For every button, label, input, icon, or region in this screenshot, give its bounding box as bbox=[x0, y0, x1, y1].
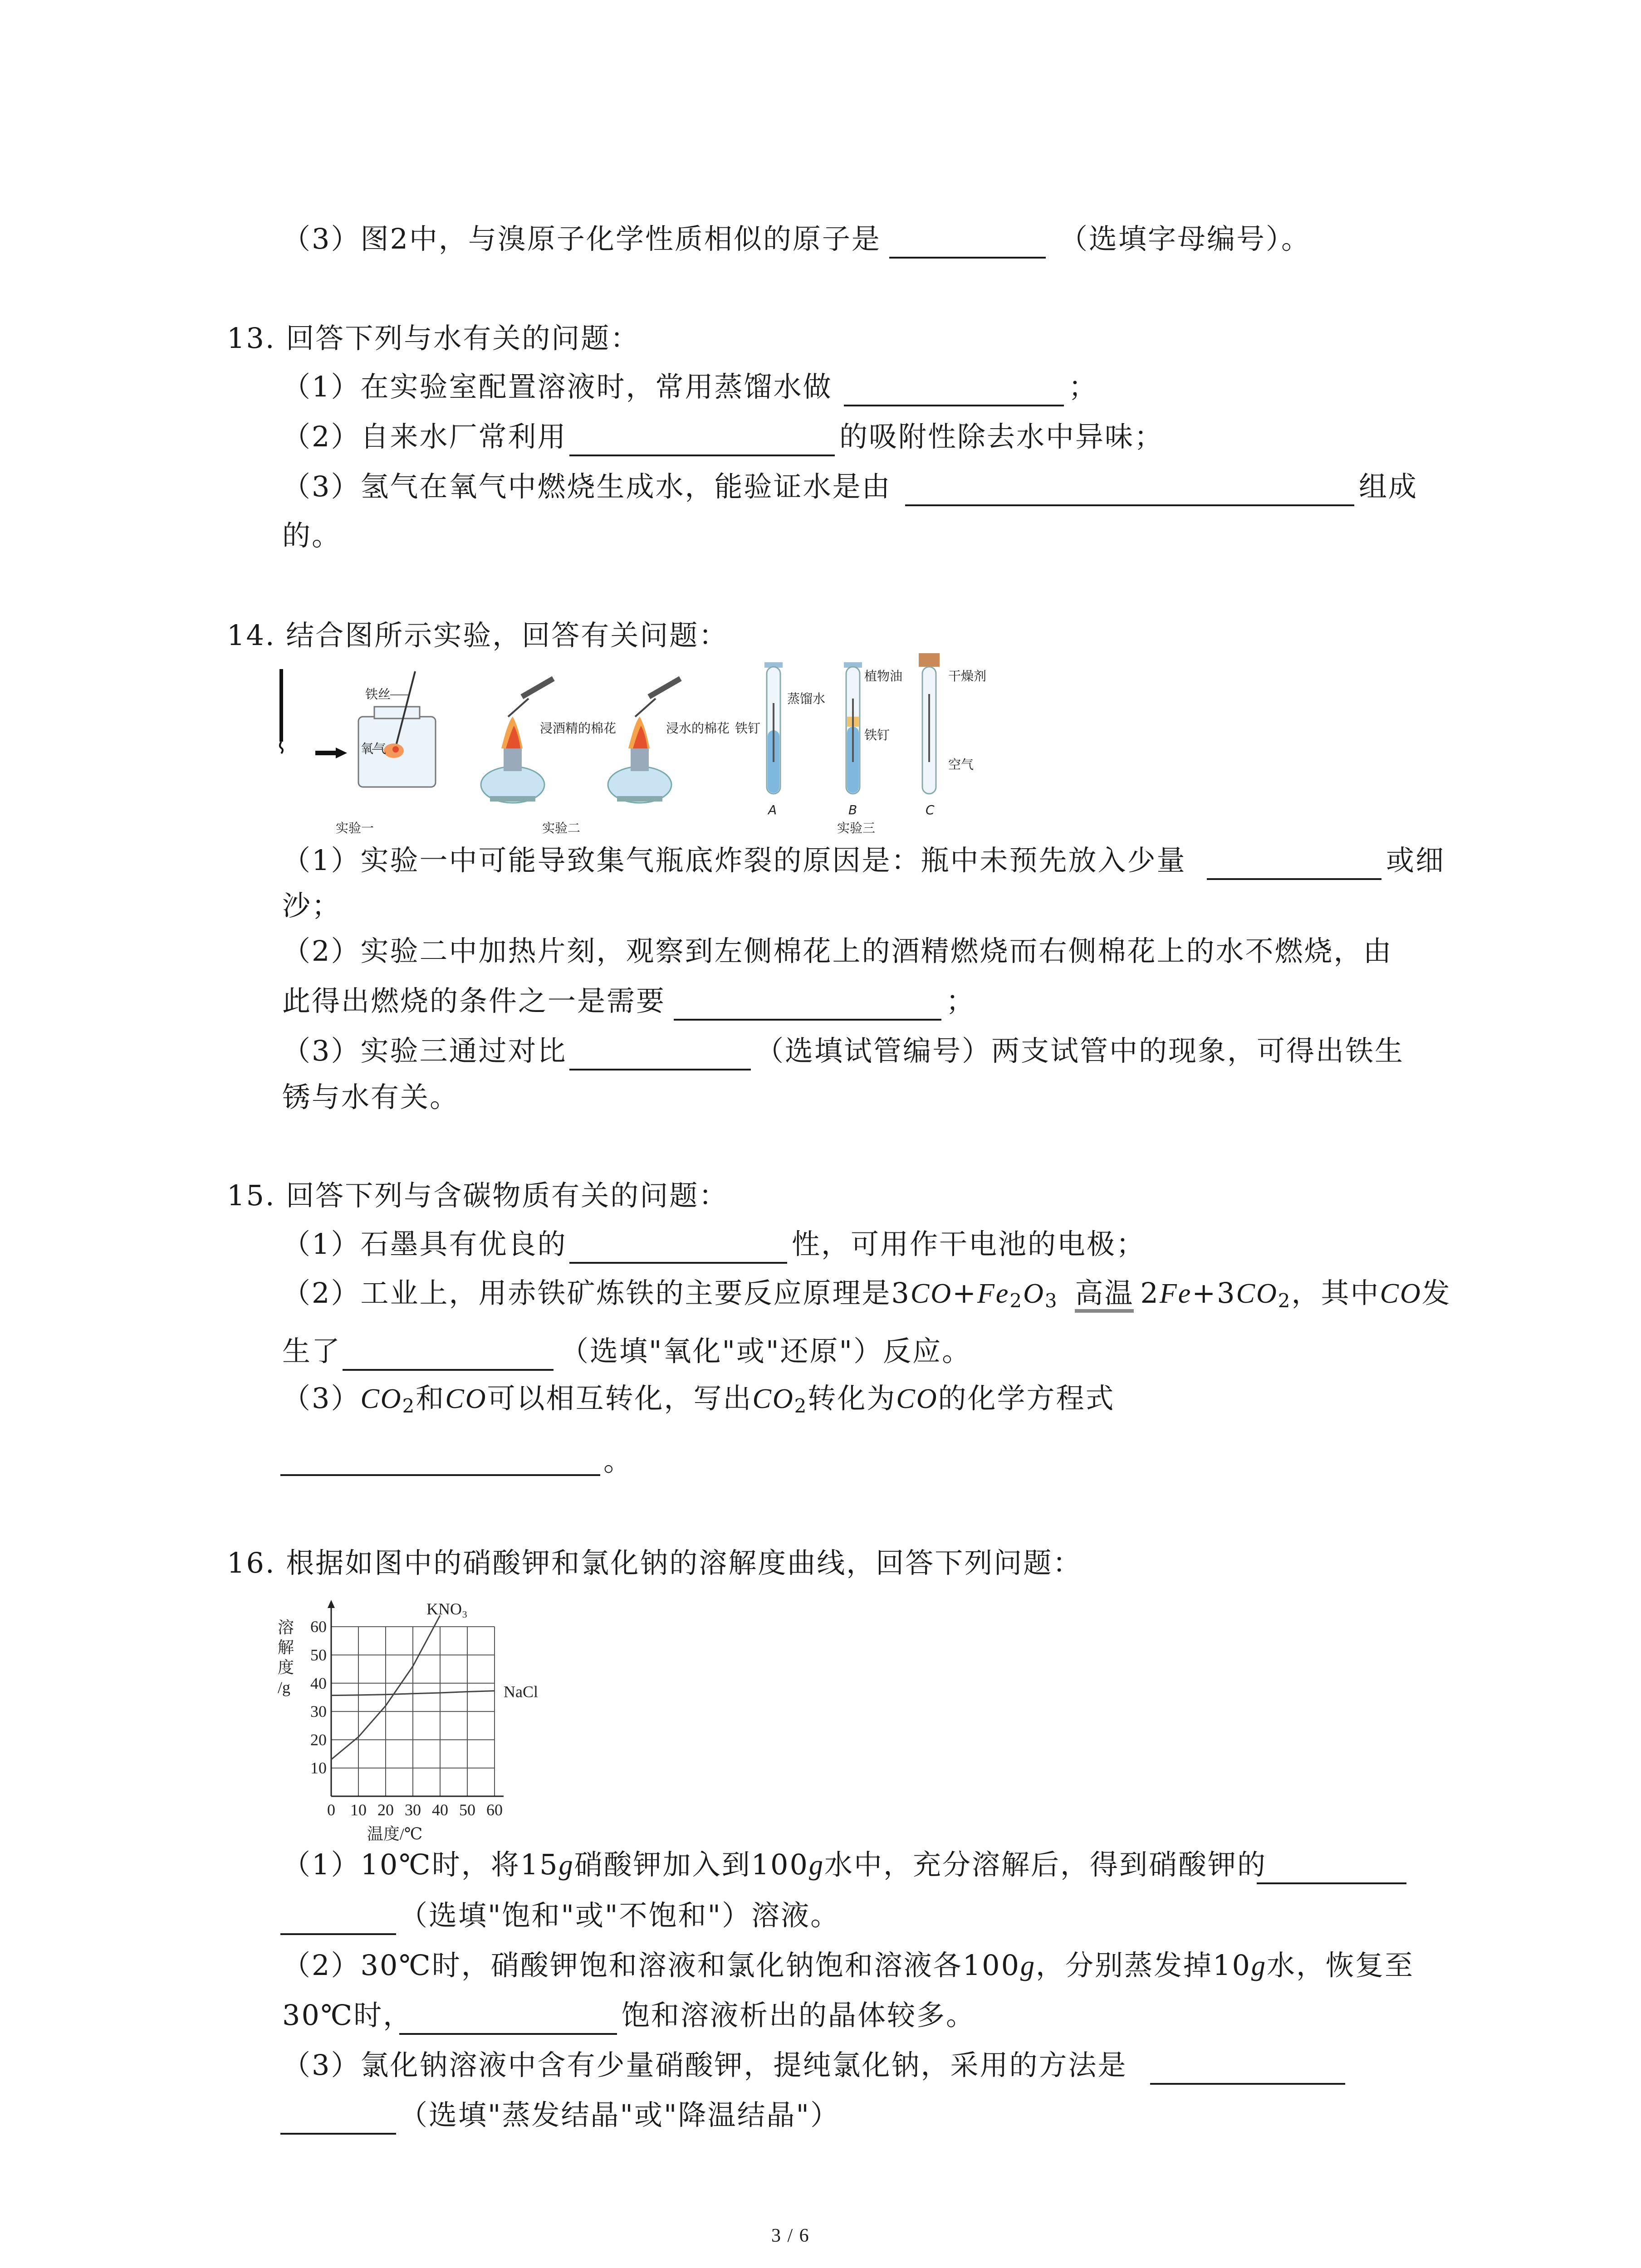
label-iron-nail-b: 铁钉 bbox=[864, 728, 890, 743]
q16-part2-text: （2）30℃时，硝酸钾饱和溶液和氯化钠饱和溶液各100 bbox=[282, 1949, 1021, 1982]
x-tick-label: 20 bbox=[377, 1801, 394, 1819]
q14-blank3[interactable] bbox=[569, 1069, 751, 1070]
q13-blank3[interactable] bbox=[905, 504, 1354, 506]
formula-co: CO bbox=[910, 1278, 953, 1309]
y-axis-arrow bbox=[328, 1600, 335, 1608]
q13-title: 13. 回答下列与水有关的问题： bbox=[227, 322, 640, 355]
q15-part3-eq: 的化学方程式 bbox=[938, 1382, 1115, 1415]
q14-part1-text: （1）实验一中可能导致集气瓶底炸裂的原因是：瓶中未预先放入少量 bbox=[282, 844, 1186, 877]
caption-exp3: 实验三 bbox=[837, 821, 876, 836]
formula-coef-2: 2 bbox=[1140, 1276, 1160, 1310]
q15-part2-suffix: 发 bbox=[1421, 1276, 1451, 1310]
q14-blank2[interactable] bbox=[674, 1019, 941, 1021]
q13-part3-suffix: 组成 bbox=[1359, 470, 1418, 503]
q15-part1-text: （1）石墨具有优良的 bbox=[282, 1227, 567, 1261]
q15-part2-cont: 生了 bbox=[282, 1334, 342, 1368]
experiment2-diagram bbox=[481, 676, 730, 836]
q15-title: 15. 回答下列与含碳物质有关的问题： bbox=[227, 1179, 729, 1212]
formula-fe: Fe bbox=[977, 1278, 1010, 1309]
q14-part3-cont: 锈与水有关。 bbox=[282, 1080, 460, 1114]
label-water-cotton: 浸水的棉花 bbox=[666, 721, 730, 736]
y-tick-label: 60 bbox=[310, 1618, 327, 1636]
q15-part3-text: 可以相互转化，写出 bbox=[487, 1382, 753, 1415]
label-iron-wire: 铁丝 bbox=[365, 687, 391, 702]
q13-part3-text: （3）氢气在氧气中燃烧生成水，能验证水是由 bbox=[282, 470, 892, 503]
q16-part1-text: （1）10℃时，将15 bbox=[282, 1848, 559, 1881]
q15-part2-mid: ，其中 bbox=[1291, 1276, 1380, 1310]
y-axis-label-part: 度 bbox=[278, 1658, 294, 1677]
q14-part3-suffix: （选填试管编号）两支试管中的现象，可得出铁生 bbox=[755, 1034, 1405, 1067]
q16-part3-text: （3）氯化钠溶液中含有少量硝酸钾，提纯氯化钠，采用的方法是 bbox=[282, 2048, 1127, 2082]
formula-plus3: +3 bbox=[1192, 1276, 1236, 1310]
formula-co-inline: CO bbox=[1380, 1278, 1422, 1309]
x-tick-label: 40 bbox=[432, 1801, 448, 1819]
q15-blank3[interactable] bbox=[280, 1474, 600, 1476]
q13-blank2[interactable] bbox=[569, 455, 835, 456]
experiment3-diagram bbox=[735, 653, 986, 836]
x-tick-label: 30 bbox=[405, 1801, 421, 1819]
x-tick-label: 10 bbox=[350, 1801, 367, 1819]
q13-blank1[interactable] bbox=[844, 405, 1064, 406]
label-alcohol-cotton: 浸酒精的棉花 bbox=[540, 721, 617, 736]
formula-sub-2d: 2 bbox=[794, 1395, 808, 1417]
q16-part1-suffix: （选填"饱和"或"不饱和"）溶液。 bbox=[399, 1899, 840, 1932]
q15-blank2[interactable] bbox=[343, 1369, 554, 1371]
q12-part3-text: （3）图2中，与溴原子化学性质相似的原子是 bbox=[282, 222, 881, 255]
formula-sub-2c: 2 bbox=[402, 1395, 416, 1417]
experiment1-diagram bbox=[280, 669, 436, 836]
q14-experiment-figure bbox=[272, 653, 1089, 844]
y-tick-label: 30 bbox=[310, 1702, 327, 1721]
q14-part2-cont: 此得出燃烧的条件之一是需要 bbox=[282, 984, 666, 1017]
label-tube-b: B bbox=[848, 802, 857, 817]
y-tick-label: 20 bbox=[310, 1730, 327, 1749]
y-tick-label: 50 bbox=[310, 1646, 327, 1664]
q13-part2-text: （2）自来水厂常利用 bbox=[282, 420, 567, 453]
label-tube-a: A bbox=[768, 802, 777, 817]
q12-part3-suffix: （选填字母编号）。 bbox=[1059, 222, 1311, 255]
caption-exp1: 实验一 bbox=[336, 821, 374, 836]
q16-part1-end: 水中，充分溶解后，得到硝酸钾的 bbox=[824, 1848, 1267, 1881]
caption-exp2: 实验二 bbox=[542, 821, 581, 836]
q16-blank2[interactable] bbox=[399, 2033, 617, 2035]
q14-title: 14. 结合图所示实验，回答有关问题： bbox=[227, 619, 729, 652]
formula-co2: CO bbox=[1236, 1278, 1278, 1309]
formula-o: O bbox=[1023, 1278, 1045, 1309]
label-oxygen: 氧气 bbox=[361, 741, 387, 756]
reaction-condition: 高温 bbox=[1075, 1279, 1134, 1313]
q15-part3-and: 和 bbox=[416, 1382, 446, 1415]
formula-sub-2b: 2 bbox=[1278, 1290, 1292, 1312]
q13-part1-text: （1）在实验室配置溶液时，常用蒸馏水做 bbox=[282, 370, 833, 403]
y-axis-label-part: 溶 bbox=[278, 1618, 294, 1637]
q13-part3-cont: 的。 bbox=[282, 519, 342, 552]
q16-blank3b[interactable] bbox=[280, 2133, 396, 2135]
q16-blank3a[interactable] bbox=[1150, 2083, 1345, 2085]
y-axis-label-part: /g bbox=[278, 1678, 291, 1696]
formula-sub-2: 2 bbox=[1009, 1290, 1024, 1312]
formula-co2-a: CO bbox=[360, 1383, 402, 1414]
q15-part3-end: 。 bbox=[603, 1444, 633, 1477]
label-iron-nail-a: 铁钉 bbox=[735, 721, 761, 736]
q13-part1-suffix: ； bbox=[1068, 370, 1098, 403]
q15-part3-to: 转化为 bbox=[808, 1382, 896, 1415]
series-label-1: NaCl bbox=[504, 1682, 538, 1701]
q16-part2-mid: ，分别蒸发掉10 bbox=[1036, 1949, 1251, 1982]
q14-part3-text: （3）实验三通过对比 bbox=[282, 1034, 567, 1067]
x-axis-label: 温度/℃ bbox=[367, 1825, 423, 1843]
formula-co2-b: CO bbox=[752, 1383, 794, 1414]
q12-answer-blank[interactable] bbox=[889, 257, 1046, 259]
label-desiccant: 干燥剂 bbox=[948, 669, 987, 684]
q15-part1-suffix: 性，可用作干电池的电极； bbox=[792, 1227, 1146, 1261]
series-label-0: KNO₃ bbox=[426, 1600, 468, 1618]
q14-part2-suffix: ； bbox=[946, 984, 976, 1017]
q16-part1-mid: 硝酸钾加入到100 bbox=[574, 1848, 809, 1881]
q13-part2-suffix: 的吸附性除去水中异味； bbox=[839, 420, 1164, 453]
q16-title: 16. 根据如图中的硝酸钾和氯化钠的溶解度曲线，回答下列问题： bbox=[227, 1546, 1083, 1579]
q16-blank1a[interactable] bbox=[1257, 1882, 1406, 1884]
label-tube-c: C bbox=[926, 802, 935, 817]
q16-blank1b[interactable] bbox=[280, 1933, 396, 1935]
q15-part3-line bbox=[282, 1384, 1115, 1416]
label-plant-oil: 植物油 bbox=[864, 669, 903, 684]
formula-sub-3: 3 bbox=[1044, 1290, 1058, 1312]
formula-co-a: CO bbox=[445, 1383, 487, 1414]
y-tick-label: 40 bbox=[310, 1674, 327, 1692]
q15-part2-text: （2）工业上，用赤铁矿炼铁的主要反应原理是3 bbox=[282, 1276, 911, 1310]
q16-part2-line bbox=[282, 1951, 1414, 1980]
q15-part3-prefix: （3） bbox=[282, 1382, 361, 1415]
unit-g-4: g bbox=[1251, 1950, 1267, 1981]
formula-co-b: CO bbox=[896, 1383, 938, 1414]
q14-part1-suffix: 或细 bbox=[1386, 844, 1445, 877]
q14-blank1[interactable] bbox=[1207, 878, 1381, 880]
q16-part2-suffix: 饱和溶液析出的晶体较多。 bbox=[622, 1999, 976, 2032]
y-axis-label-part: 解 bbox=[278, 1638, 294, 1657]
unit-g-1: g bbox=[558, 1850, 574, 1881]
label-air: 空气 bbox=[948, 757, 974, 772]
x-tick-label: 60 bbox=[486, 1801, 503, 1819]
q16-part2-end: 水，恢复至 bbox=[1266, 1949, 1414, 1982]
q16-part1-line bbox=[282, 1848, 1267, 1881]
q15-blank1[interactable] bbox=[569, 1262, 787, 1264]
page-number: 3 / 6 bbox=[771, 2225, 810, 2246]
label-distilled-water: 蒸馏水 bbox=[787, 691, 826, 706]
formula-plus: + bbox=[952, 1276, 977, 1310]
q15-part2-line bbox=[282, 1276, 1451, 1313]
unit-g-3: g bbox=[1020, 1950, 1036, 1981]
q15-part2-end: （选填"氧化"或"还原"）反应。 bbox=[560, 1334, 972, 1368]
x-tick-label: 0 bbox=[327, 1801, 335, 1819]
formula-fe-product: Fe bbox=[1159, 1278, 1192, 1309]
q14-part2-text: （2）实验二中加热片刻，观察到左侧棉花上的酒精燃烧而右侧棉花上的水不燃烧，由 bbox=[282, 934, 1393, 968]
q16-part3-suffix: （选填"蒸发结晶"或"降温结晶"） bbox=[399, 2098, 840, 2131]
x-tick-label: 50 bbox=[459, 1801, 475, 1819]
q14-part1-cont: 沙； bbox=[282, 889, 342, 922]
q16-part2-cont: 30℃时， bbox=[282, 1999, 413, 2032]
y-tick-label: 10 bbox=[310, 1759, 327, 1777]
solubility-chart bbox=[272, 1583, 581, 1846]
unit-g-2: g bbox=[808, 1850, 824, 1881]
